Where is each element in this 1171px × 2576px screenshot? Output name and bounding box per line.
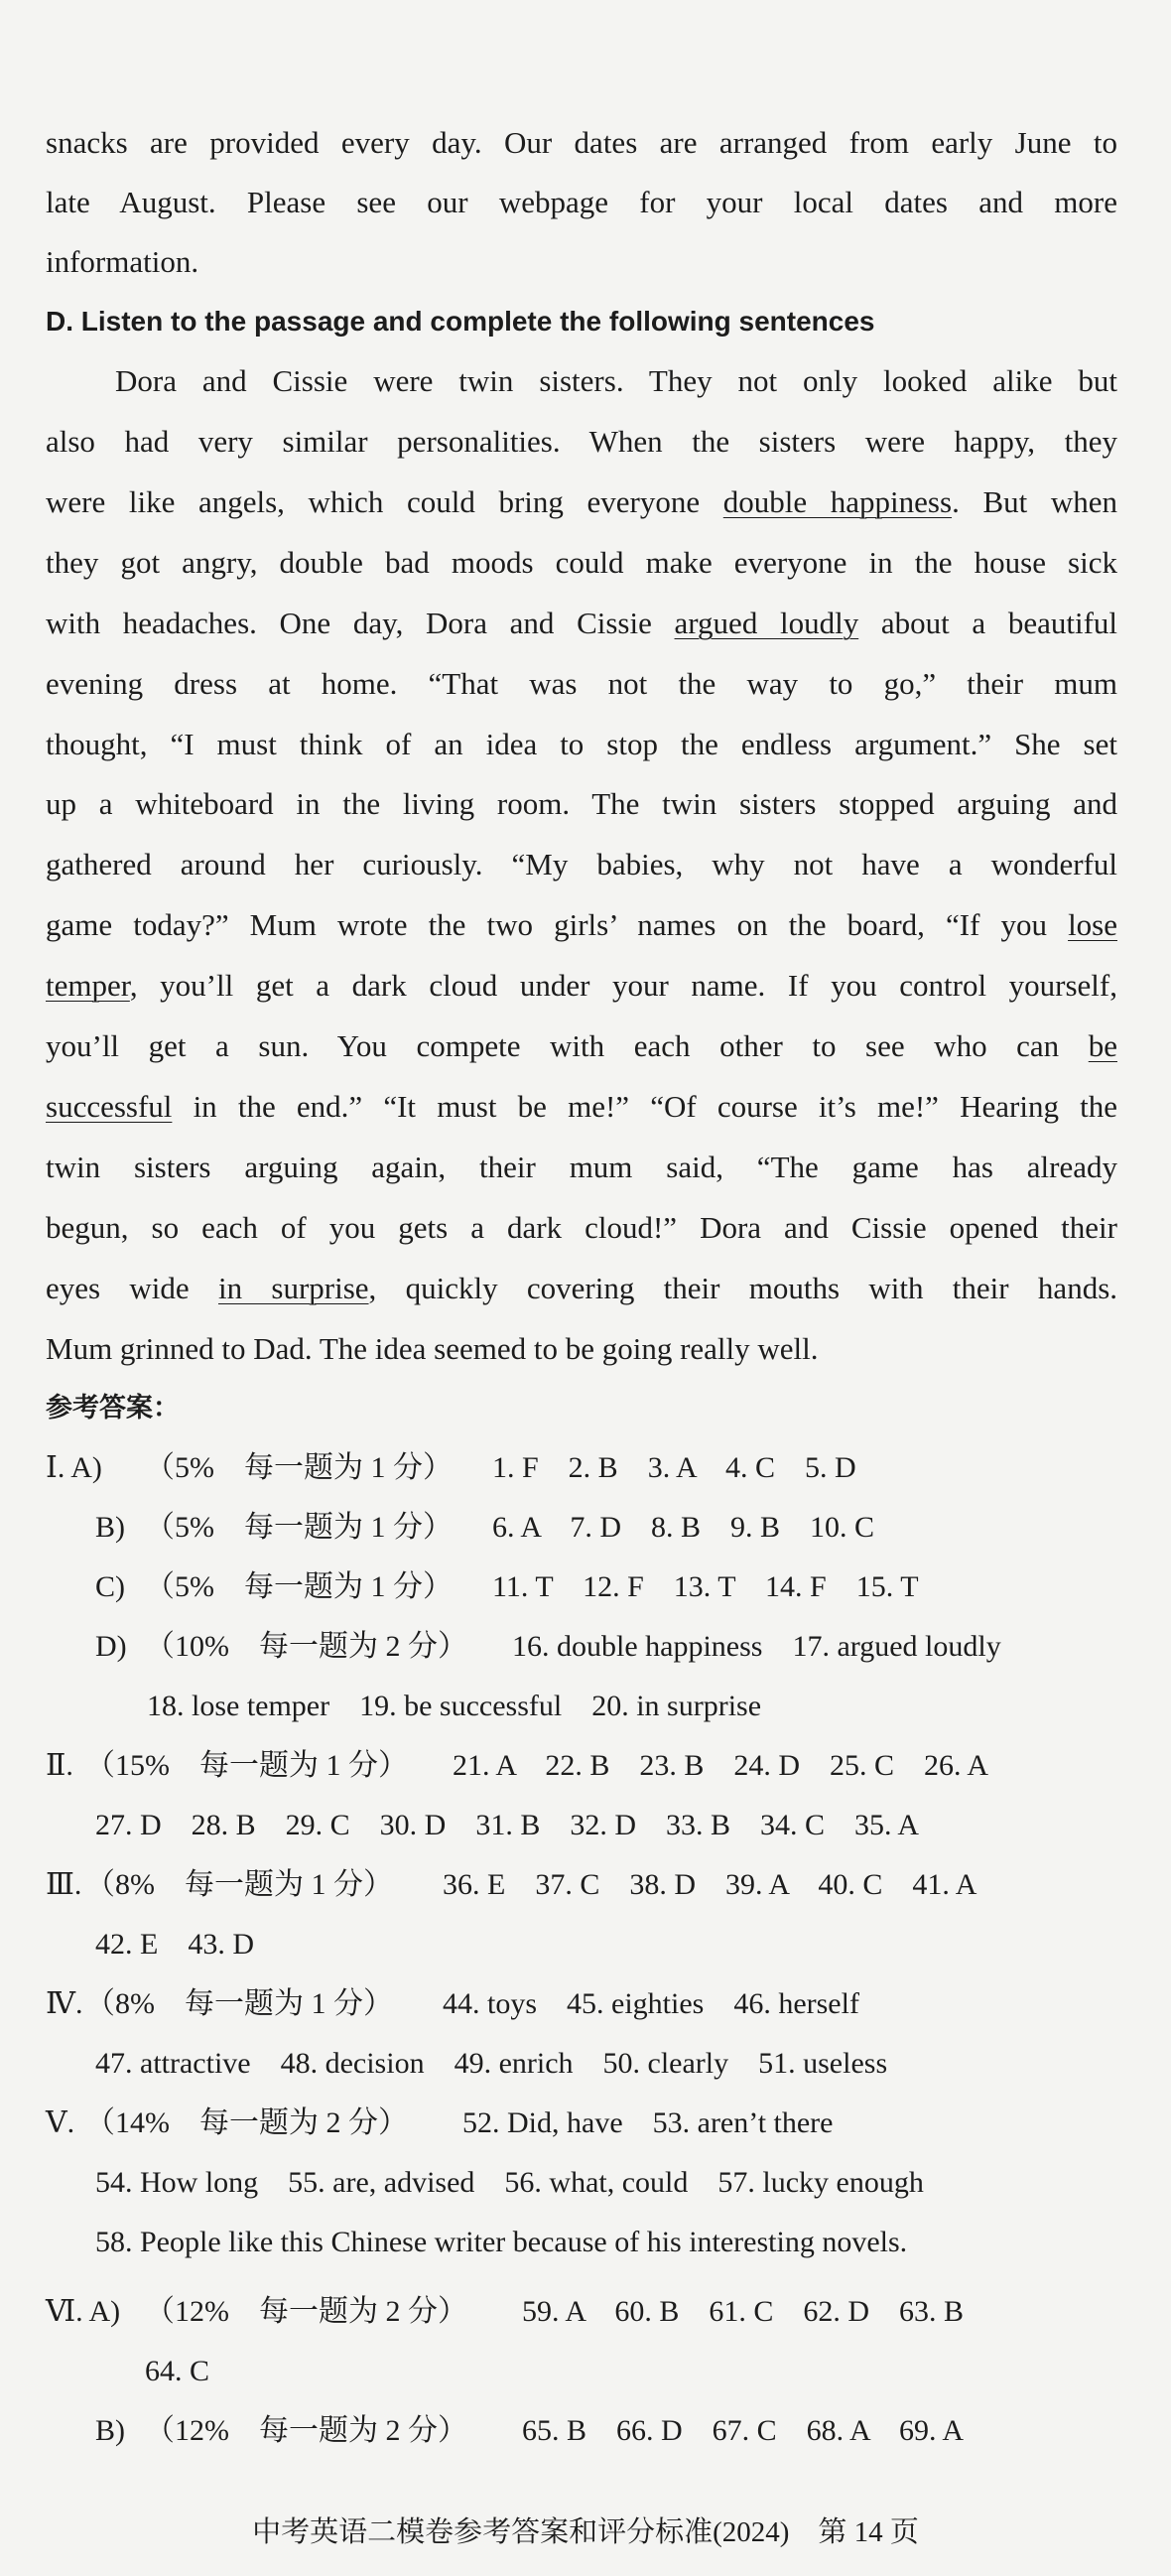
answer-V-label: Ⅴ. [46,2106,75,2139]
answer-VI-A-items: 59. A 60. B 61. C 62. D 63. B [522,2295,965,2328]
answer-I-C-items: 11. T 12. F 13. T 14. F 15. T [492,1570,919,1603]
intro-line-1: snacks are provided every day. Our dates are arranged from early June to [46,125,1117,160]
answer-blank-temper: temper [46,968,130,1003]
answer-VI-A-score: （12% 每一题为 2 分） [145,2295,467,2328]
answer-blank-argued-loudly: argued loudly [674,606,859,640]
passage-line-1: Dora and Cissie were twin sisters. They not only looked alike but [115,363,1117,398]
answer-I-A-score: （5% 每一题为 1 分） [145,1451,453,1484]
answer-IV-items: 44. toys 45. eighties 46. herself [443,1987,859,2020]
answer-IV-label: Ⅳ. [46,1987,83,2020]
answer-I-C-score: （5% 每一题为 1 分） [145,1570,453,1603]
answer-II-label: Ⅱ. [46,1749,73,1782]
passage-line-14: twin sisters arguing again, their mum said, “The game has already [46,1150,1117,1184]
answer-I-D-score: （10% 每一题为 2 分） [145,1630,467,1663]
passage-line-2: also had very similar personalities. When the sisters were happy, they [46,424,1117,459]
answer-III-items-2: 42. E 43. D [95,1928,254,1961]
answer-blank-lose: lose [1068,907,1117,942]
answer-blank-successful: successful [46,1089,173,1124]
answer-I-D-label: D) [95,1630,127,1663]
answer-V-items-2: 54. How long 55. are, advised 56. what, could 57. lucky enough [95,2166,924,2199]
passage-line-13: successful in the end.” “It must be me!” “Of course it’s me!” Hearing the [46,1089,1117,1124]
section-d-heading: D. Listen to the passage and complete the following sentences [46,306,875,337]
answer-II-items: 21. A 22. B 23. B 24. D 25. C 26. A [453,1749,989,1782]
passage-line-16: eyes wide in surprise, quickly covering their mouths with their hands. [46,1271,1118,1305]
passage-line-5: with headaches. One day, Dora and Cissie argued loudly about a beautiful [46,606,1118,640]
passage-line-11: temper, you’ll get a dark cloud under your name. If you control yourself, [46,968,1117,1003]
passage-line-4: they got angry, double bad moods could make everyone in the house sick [46,545,1117,580]
passage-line-15: begun, so each of you gets a dark cloud!” Dora and Cissie opened their [46,1210,1117,1245]
passage-line-12: you’ll get a sun. You compete with each other to see who can be [46,1028,1117,1063]
answer-VI-B-label: B) [95,2414,125,2447]
answer-I-C-label: C) [95,1570,125,1603]
answer-VI-A-items-2: 64. C [145,2355,210,2387]
answer-V-items: 52. Did, have 53. aren’t there [462,2106,834,2139]
answer-IV-items-2: 47. attractive 48. decision 49. enrich 50. clearly 51. useless [95,2047,888,2080]
passage-line-10: game today?” Mum wrote the two girls’ names on the board, “If you lose [46,907,1117,942]
answer-IV-score: （8% 每一题为 1 分） [85,1987,393,2020]
answer-blank-double-happiness: double happiness [722,484,953,519]
intro-line-3: information. [46,244,199,279]
answer-blank-be: be [1088,1028,1117,1063]
passage-line-7: thought, “I must think of an idea to stop the endless argument.” She set [46,727,1117,761]
answer-VI-B-score: （12% 每一题为 2 分） [145,2414,467,2447]
passage-line-6: evening dress at home. “That was not the way to go,” their mum [46,666,1117,701]
passage-line-17: Mum grinned to Dad. The idea seemed to be going really well. [46,1331,819,1366]
answer-III-label: Ⅲ. [46,1868,82,1901]
page-footer: 中考英语二模卷参考答案和评分标准(2024) 第 14 页 [252,2516,919,2548]
answer-I-A-items: 1. F 2. B 3. A 4. C 5. D [492,1451,856,1484]
answers-heading: 参考答案： [46,1393,180,1424]
answer-blank-in-surprise: in surprise [217,1271,369,1305]
answer-I-D-items-2: 18. lose temper 19. be successful 20. in surprise [147,1690,762,1722]
passage-line-8: up a whiteboard in the living room. The twin sisters stopped arguing and [46,786,1117,821]
answer-II-score: （15% 每一题为 1 分） [85,1749,408,1782]
answer-I-B-score: （5% 每一题为 1 分） [145,1511,453,1544]
answer-V-score: （14% 每一题为 2 分） [85,2106,408,2139]
answer-III-items: 36. E 37. C 38. D 39. A 40. C 41. A [443,1868,977,1901]
answer-I-B-label: B) [95,1511,125,1544]
intro-line-2: late August. Please see our webpage for your local dates and more [46,185,1117,219]
answer-II-items-2: 27. D 28. B 29. C 30. D 31. B 32. D 33. B 34. C 35. A [95,1809,920,1841]
answer-I-label: Ⅰ. A) [46,1451,102,1484]
answer-V-items-3: 58. People like this Chinese writer because of his interesting novels. [95,2226,908,2258]
answer-VI-B-items: 65. B 66. D 67. C 68. A 69. A [522,2414,965,2447]
answer-III-score: （8% 每一题为 1 分） [85,1868,393,1901]
answer-I-B-items: 6. A 7. D 8. B 9. B 10. C [492,1511,875,1544]
answer-I-D-items: 16. double happiness 17. argued loudly [512,1630,1001,1663]
passage-line-9: gathered around her curiously. “My babies, why not have a wonderful [46,847,1117,881]
passage-line-3: were like angels, which could bring everyone double happiness. But when [46,484,1118,519]
answer-VI-label: Ⅵ. A) [46,2295,121,2328]
